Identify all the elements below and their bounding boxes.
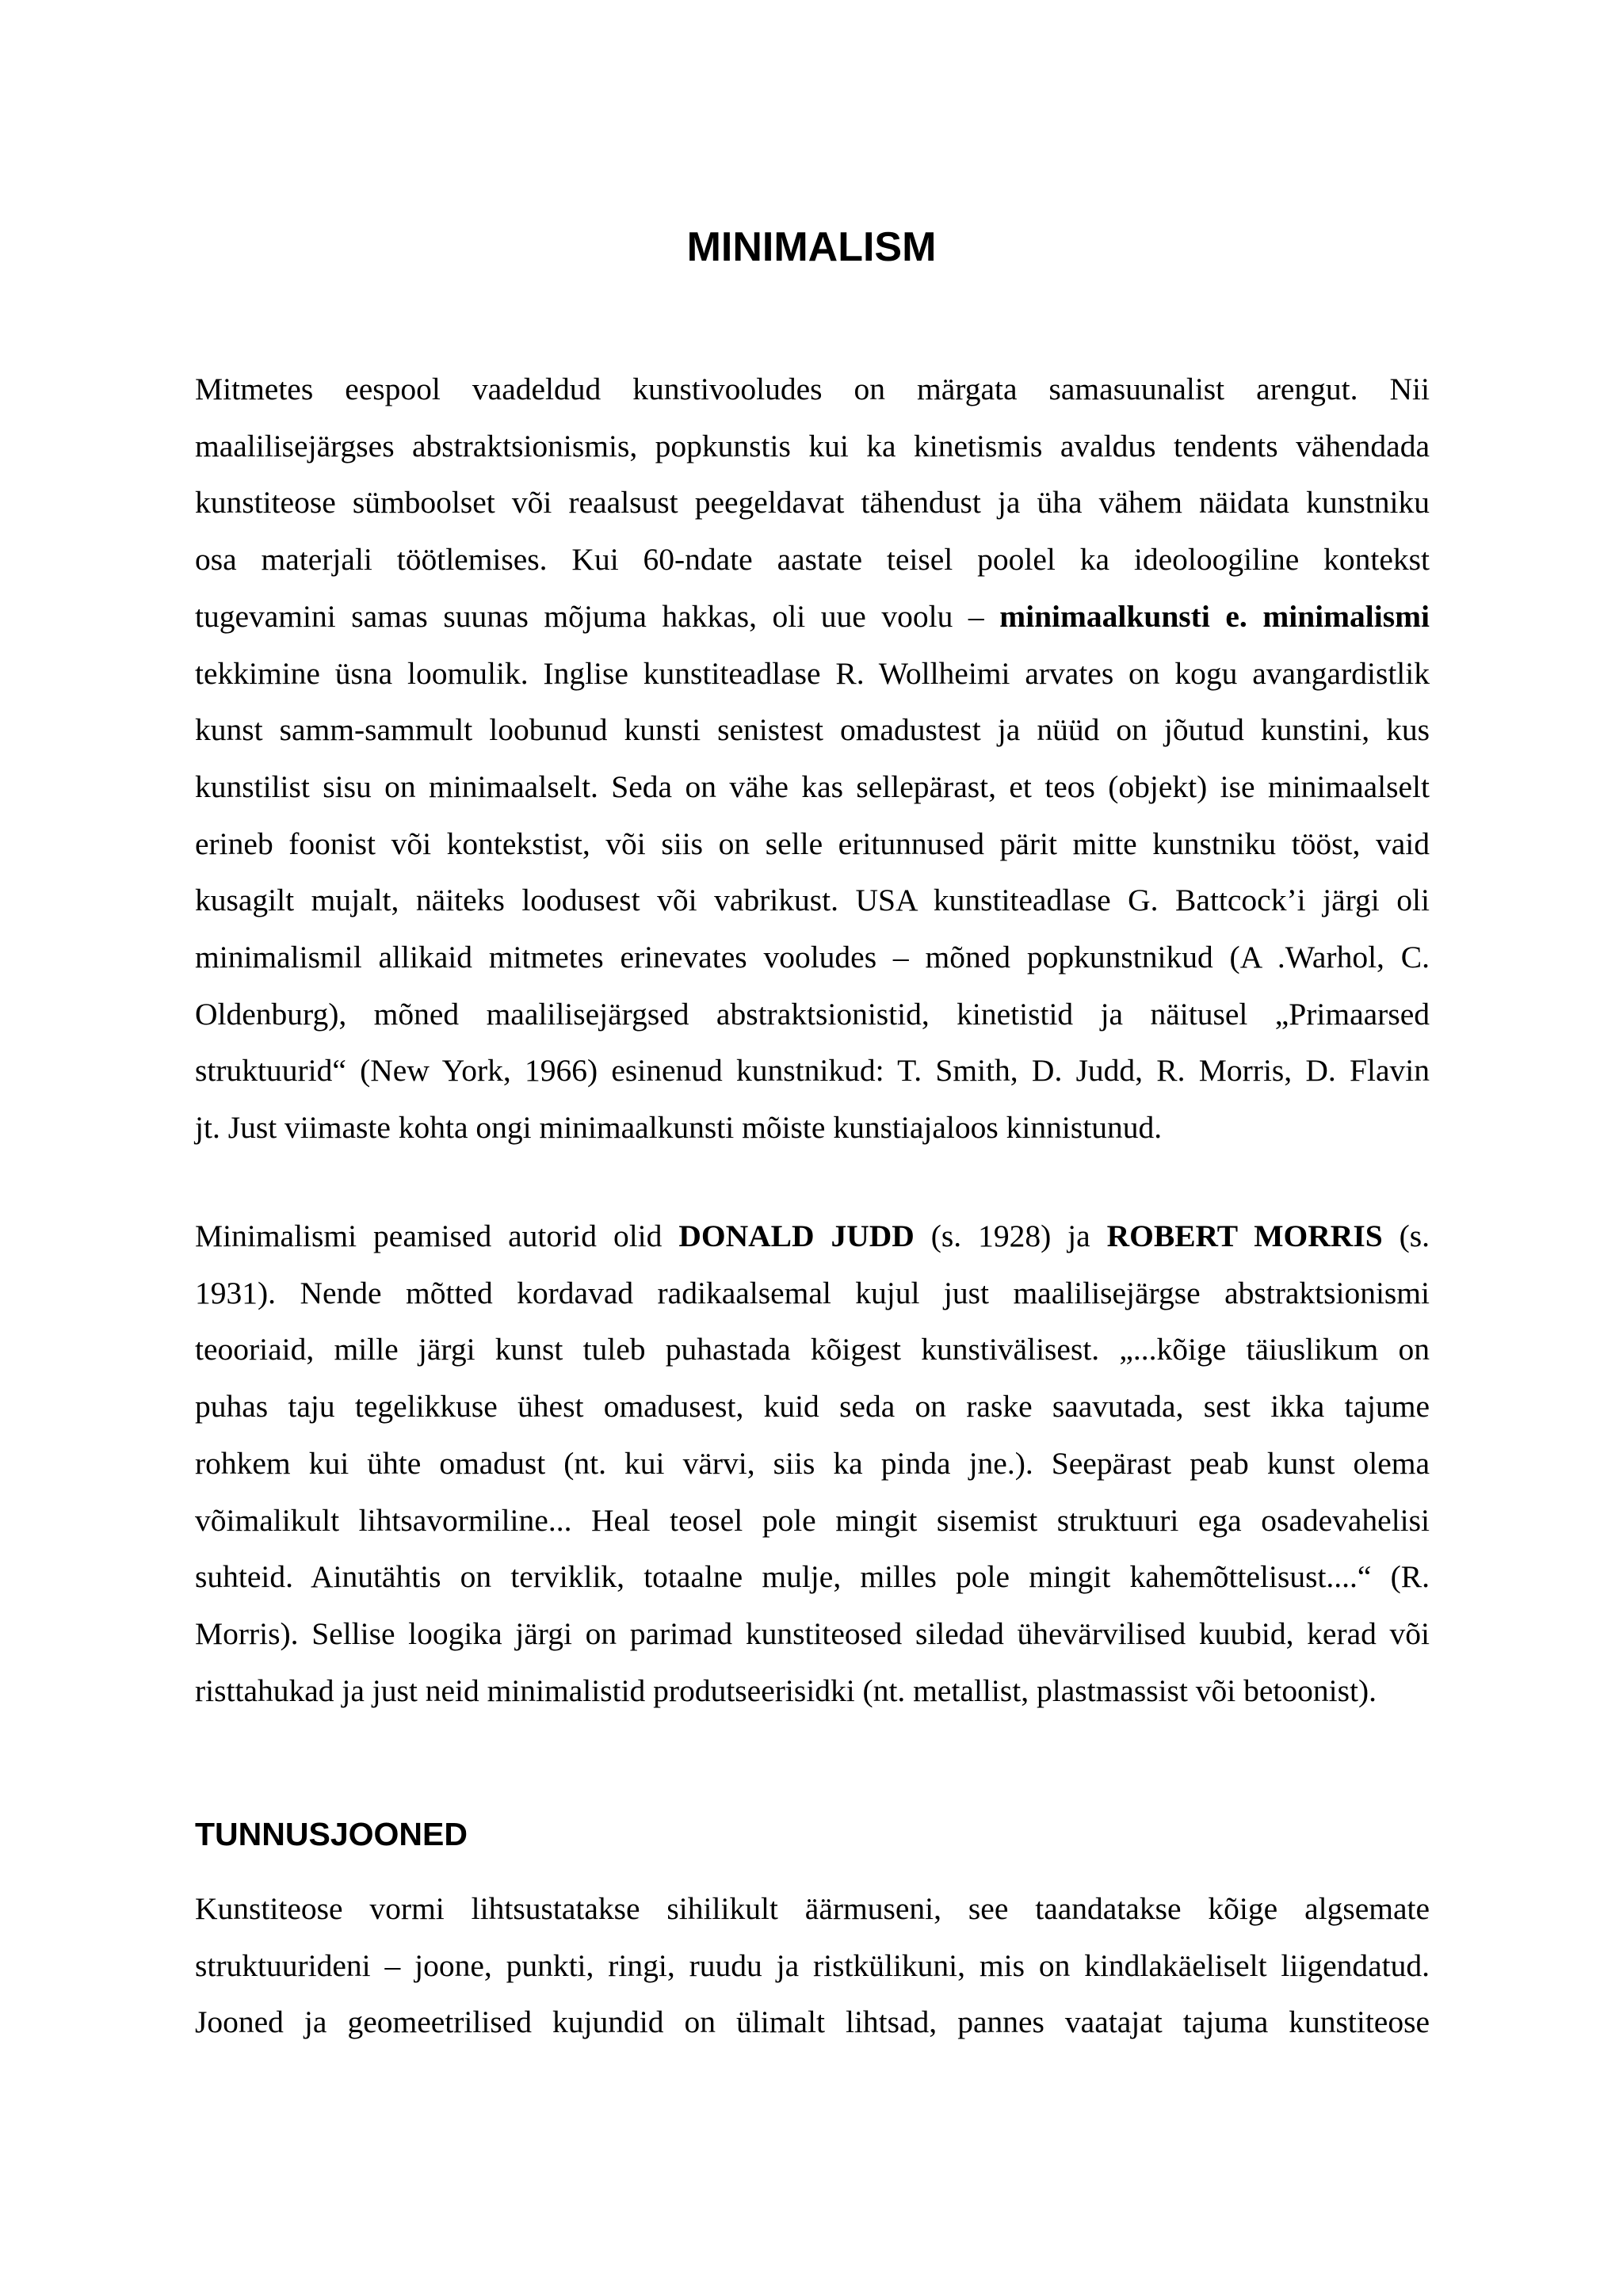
text-run: suhteid. Ainutähtis on terviklik, totaalne mulje, milles pole mingit kahemõttelisust....“ (R.	[195, 1559, 1430, 1595]
text-run: minimalismil allikaid mitmetes erinevates vooludes – mõned popkunstnikud (A .Warhol, C.	[195, 940, 1430, 975]
text-line	[195, 872, 1430, 929]
text-run: võimalikult lihtsavormiline... Heal teosel pole mingit sisemist struktuuri ega osadevahelisi	[195, 1502, 1430, 1538]
text-line	[195, 1994, 1430, 2051]
text-line	[195, 759, 1430, 816]
text-run: erineb foonist või kontekstist, või siis on selle eritunnused pärit mitte kunstniku tööst, vaid	[195, 826, 1430, 861]
text-line	[195, 361, 1430, 418]
bold-term: minimaalkunsti e. minimalismi	[999, 598, 1430, 634]
text-line	[195, 418, 1430, 475]
text-run: tekkimine üsna loomulik. Inglise kunstiteadlase R. Wollheimi arvates on kogu avangardistlik	[195, 655, 1430, 691]
text-line	[195, 816, 1430, 873]
text-run: kunstilist sisu on minimaalselt. Seda on vähe kas sellepärast, et teos (objekt) ise minimaalselt	[195, 769, 1430, 804]
text-line	[195, 1493, 1430, 1550]
text-line	[195, 1549, 1430, 1606]
text-line	[195, 1436, 1430, 1493]
text-run: puhas taju tegelikkuse ühest omadusest, kuid seda on raske saavutada, sest ikka tajume	[195, 1389, 1430, 1425]
text-line	[195, 702, 1430, 759]
text-line	[195, 1938, 1430, 1995]
text-line	[195, 475, 1430, 532]
text-run: struktuurid“ (New York, 1966) esinenud kunstnikud: T. Smith, D. Judd, R. Morris, D. Flavin	[195, 1053, 1430, 1089]
paragraph-intro	[195, 361, 1430, 1157]
text-line	[195, 1100, 1430, 1157]
text-run: Morris). Sellise loogika järgi on parimad kunstiteosed siledad ühevärvilised kuubid, kerad või	[195, 1615, 1430, 1651]
text-run: Kunstiteose vormi lihtsustatakse sihilikult äärmuseni, see taandatakse kõige algsemate	[195, 1891, 1430, 1926]
text-line	[195, 1208, 1430, 1265]
text-run: Mitmetes eespool vaadeldud kunstivooludes on märgata samasuunalist arengut. Nii	[195, 372, 1430, 406]
text-line	[195, 1606, 1430, 1663]
section-heading: TUNNUSJOONED	[195, 1816, 468, 1852]
page-title: MINIMALISM	[686, 224, 937, 270]
text-line	[195, 589, 1430, 646]
text-run: (s.	[1382, 1219, 1430, 1253]
text-run: kunst samm-sammult loobunud kunsti senistest omadustest ja nüüd on jõutud kunstini, kus	[195, 712, 1430, 748]
text-run: risttahukad ja just neid minimalistid produtseerisidki (nt. metallist, plastmassist või betoonist).	[195, 1672, 1377, 1708]
text-line	[195, 986, 1430, 1043]
text-run: Minimalismi peamised autorid olid	[195, 1219, 679, 1253]
text-line	[195, 1379, 1430, 1436]
bold-term: DONALD JUDD	[678, 1219, 915, 1253]
text-run: osa materjali töötlemises. Kui 60-ndate aastate teisel poolel ka ideoloogiline kontekst	[195, 542, 1430, 578]
text-run: teooriaid, mille järgi kunst tuleb puhastada kõigest kunstivälisest. „...kõige täiuslikum on	[195, 1332, 1430, 1367]
text-run: 1931). Nende mõtted kordavad radikaalsemal kujul just maalilisejärgse abstraktsionismi	[195, 1275, 1430, 1310]
text-line	[195, 929, 1430, 986]
text-line	[195, 532, 1430, 589]
text-run: jt. Just viimaste kohta ongi minimaalkunsti mõiste kunstiajaloos kinnistunud.	[195, 1110, 1163, 1146]
text-line	[195, 1043, 1430, 1100]
text-run: kunstiteose sümboolset või reaalsust peegeldavat tähendust ja üha vähem näidata kunstniku	[195, 485, 1430, 521]
text-run: Jooned ja geomeetrilised kujundid on ülimalt lihtsad, pannes vaatajat tajuma kunstiteose	[195, 2004, 1430, 2040]
text-line	[195, 1881, 1430, 1938]
text-run: (s. 1928) ja	[914, 1219, 1107, 1253]
text-run: rohkem kui ühte omadust (nt. kui värvi, siis ka pinda jne.). Seepärast peab kunst olema	[195, 1445, 1430, 1481]
paragraph-authors	[195, 1208, 1430, 1719]
text-line	[195, 646, 1430, 703]
text-run: tugevamini samas suunas mõjuma hakkas, oli uue voolu –	[195, 598, 1000, 634]
bold-term: ROBERT MORRIS	[1106, 1219, 1383, 1253]
text-line	[195, 1322, 1430, 1379]
paragraph-features	[195, 1881, 1430, 2051]
text-run: kusagilt mujalt, näiteks loodusest või vabrikust. USA kunstiteadlase G. Battcock’i järgi oli	[195, 883, 1430, 918]
text-run: Oldenburg), mõned maalilisejärgsed abstraktsionistid, kinetistid ja näitusel „Primaarsed	[195, 996, 1430, 1032]
text-line	[195, 1265, 1430, 1322]
text-run: struktuurideni – joone, punkti, ringi, ruudu ja ristkülikuni, mis on kindlakäeliselt liigendatud.	[195, 1947, 1430, 1983]
text-line	[195, 1663, 1430, 1720]
text-run: maalilisejärgses abstraktsionismis, popkunstis kui ka kinetismis avaldus tendents vähendada	[195, 428, 1430, 463]
